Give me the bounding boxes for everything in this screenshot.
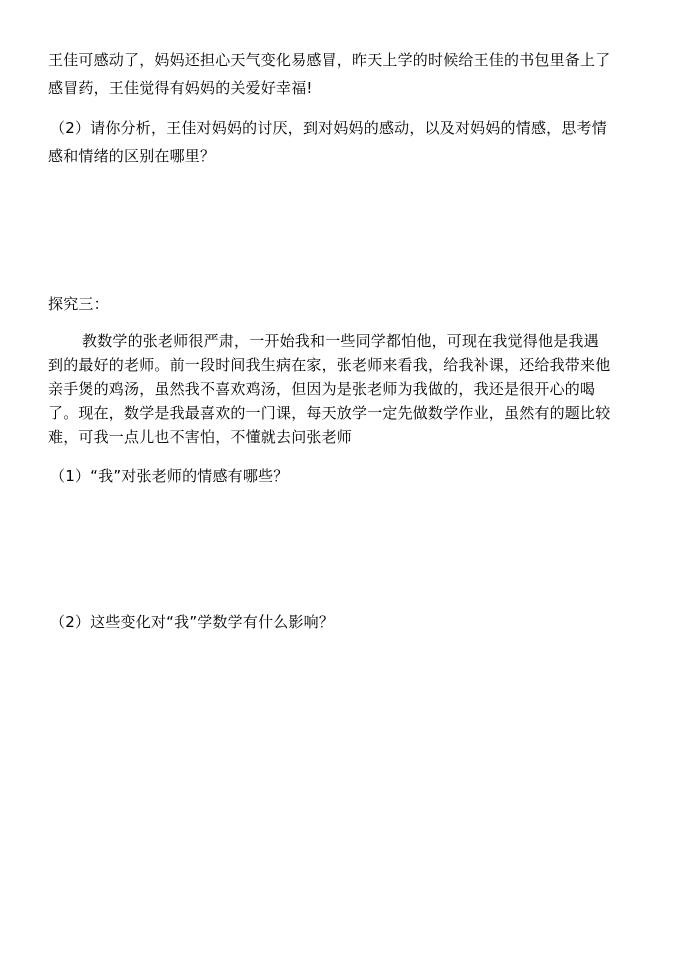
story-line: 难，可我一点儿也不害怕，不懂就去问张老师	[48, 428, 353, 446]
story-line: 教数学的张老师很严肃，一开始我和一些同学都怕他，可现在我觉得他是我遇	[82, 332, 599, 350]
story-line: 到的最好的老师。前一段时间我生病在家，张老师来看我，给我补课，还给我带来他	[48, 356, 611, 374]
story-line: 感冒药，王佳觉得有妈妈的关爱好幸福!	[48, 79, 313, 97]
question-line: 感和情绪的区别在哪里？	[48, 147, 216, 165]
story-line: 王佳可感动了，妈妈还担心天气变化易感冒，昨天上学的时候给王佳的书包里备上了	[48, 51, 611, 69]
section-heading: 探究三：	[48, 295, 109, 313]
story-line: 亲手煲的鸡汤，虽然我不喜欢鸡汤，但因为是张老师为我做的，我还是很开心的喝	[48, 380, 596, 398]
question-line: （2）请你分析，王佳对妈妈的讨厌，到对妈妈的感动，以及对妈妈的情感，思考情	[50, 119, 607, 137]
story-line: 了。现在，数学是我最喜欢的一门课，每天放学一定先做数学作业，虽然有的题比较	[48, 404, 611, 422]
question-line: （2）这些变化对“我”学数学有什么影响？	[50, 613, 335, 631]
question-line: （1）“我”对张老师的情感有哪些？	[50, 467, 289, 485]
